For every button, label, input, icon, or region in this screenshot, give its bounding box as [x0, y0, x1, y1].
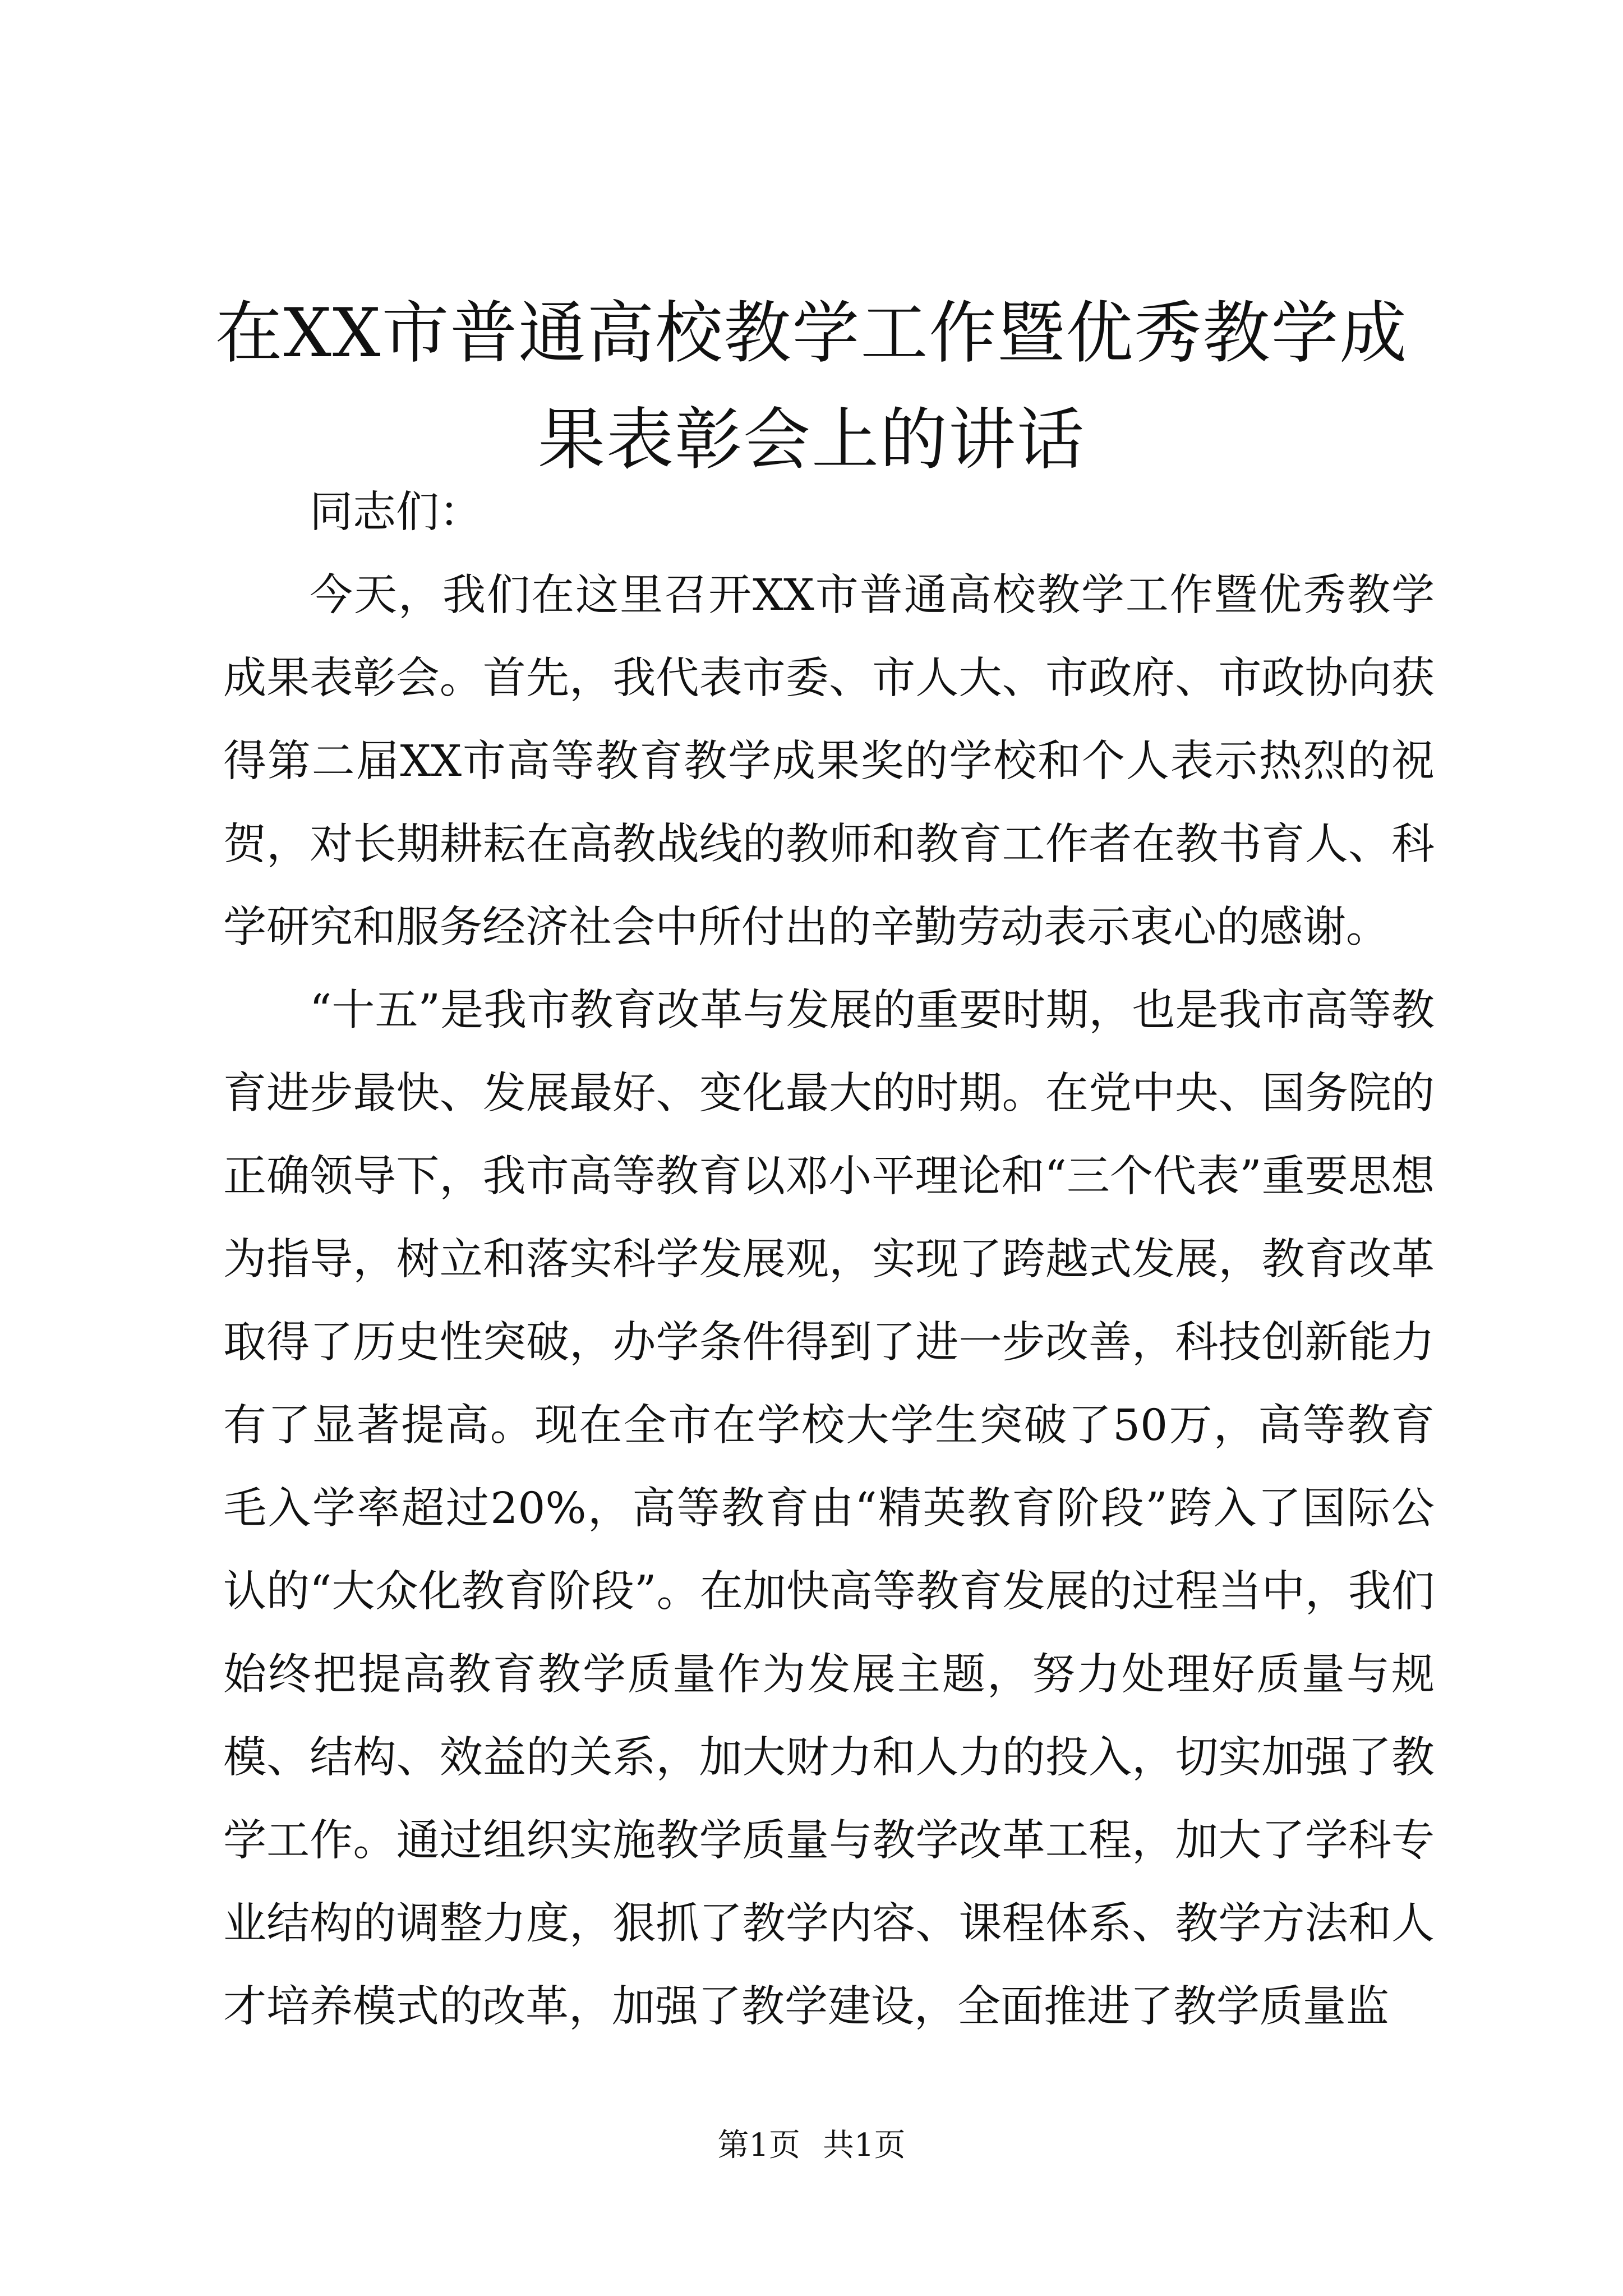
page-footer: [0, 2126, 1623, 2165]
page-number-current: 第1页: [717, 2127, 800, 2164]
paragraph-2: “十五”是我市教育改革与发展的重要时期，也是我市高等教育进步最快、发展最好、变化最大的时期。在党中央、国务院的正确领导下，我市高等教育以邓小平理论和“三个代表”重要思想为指导，树立和落实科学发展观，实现了跨越式发展，教育改革取得了历史性突破，办学条件得到了进一步改善，科技创新能力有了显著提高。现在全市在学校大学生突破了50万，高等教育毛入学率超过20%，高等教育由“精英教育阶段”跨入了国际公认的“大众化教育阶段”。在加快高等教育发展的过程当中，我们始终把提高教育教学质量作为发展主题，努力处理好质量与规模、结构、效益的关系，加大财力和人力的投入，切实加强了教学工作。通过组织实施教学质量与教学改革工程，加大了学科专业结构的调整力度，狠抓了教学内容、课程体系、教学方法和人才培养模式的改革，加强了教学建设，全面推进了教学质量监: [223, 986, 1435, 2032]
salutation: 同志们：: [310, 487, 482, 537]
document-title: 在XX市普通高校教学工作暨优秀教学成果表彰会上的讲话: [215, 295, 1408, 479]
paragraph-1: 今天，我们在这里召开XX市普通高校教学工作暨优秀教学成果表彰会。首先，我代表市委、市人大、市政府、市政协向获得第二届XX市高等教育教学成果奖的学校和个人表示热烈的祝贺，对长期耕耘在高教战线的教师和教育工作者在教书育人、科学研究和服务经济社会中所付出的辛勤劳动表示衷心的感谢。: [223, 570, 1435, 953]
page-number-total: 共1页: [823, 2127, 906, 2164]
document-body: [223, 471, 1435, 2049]
